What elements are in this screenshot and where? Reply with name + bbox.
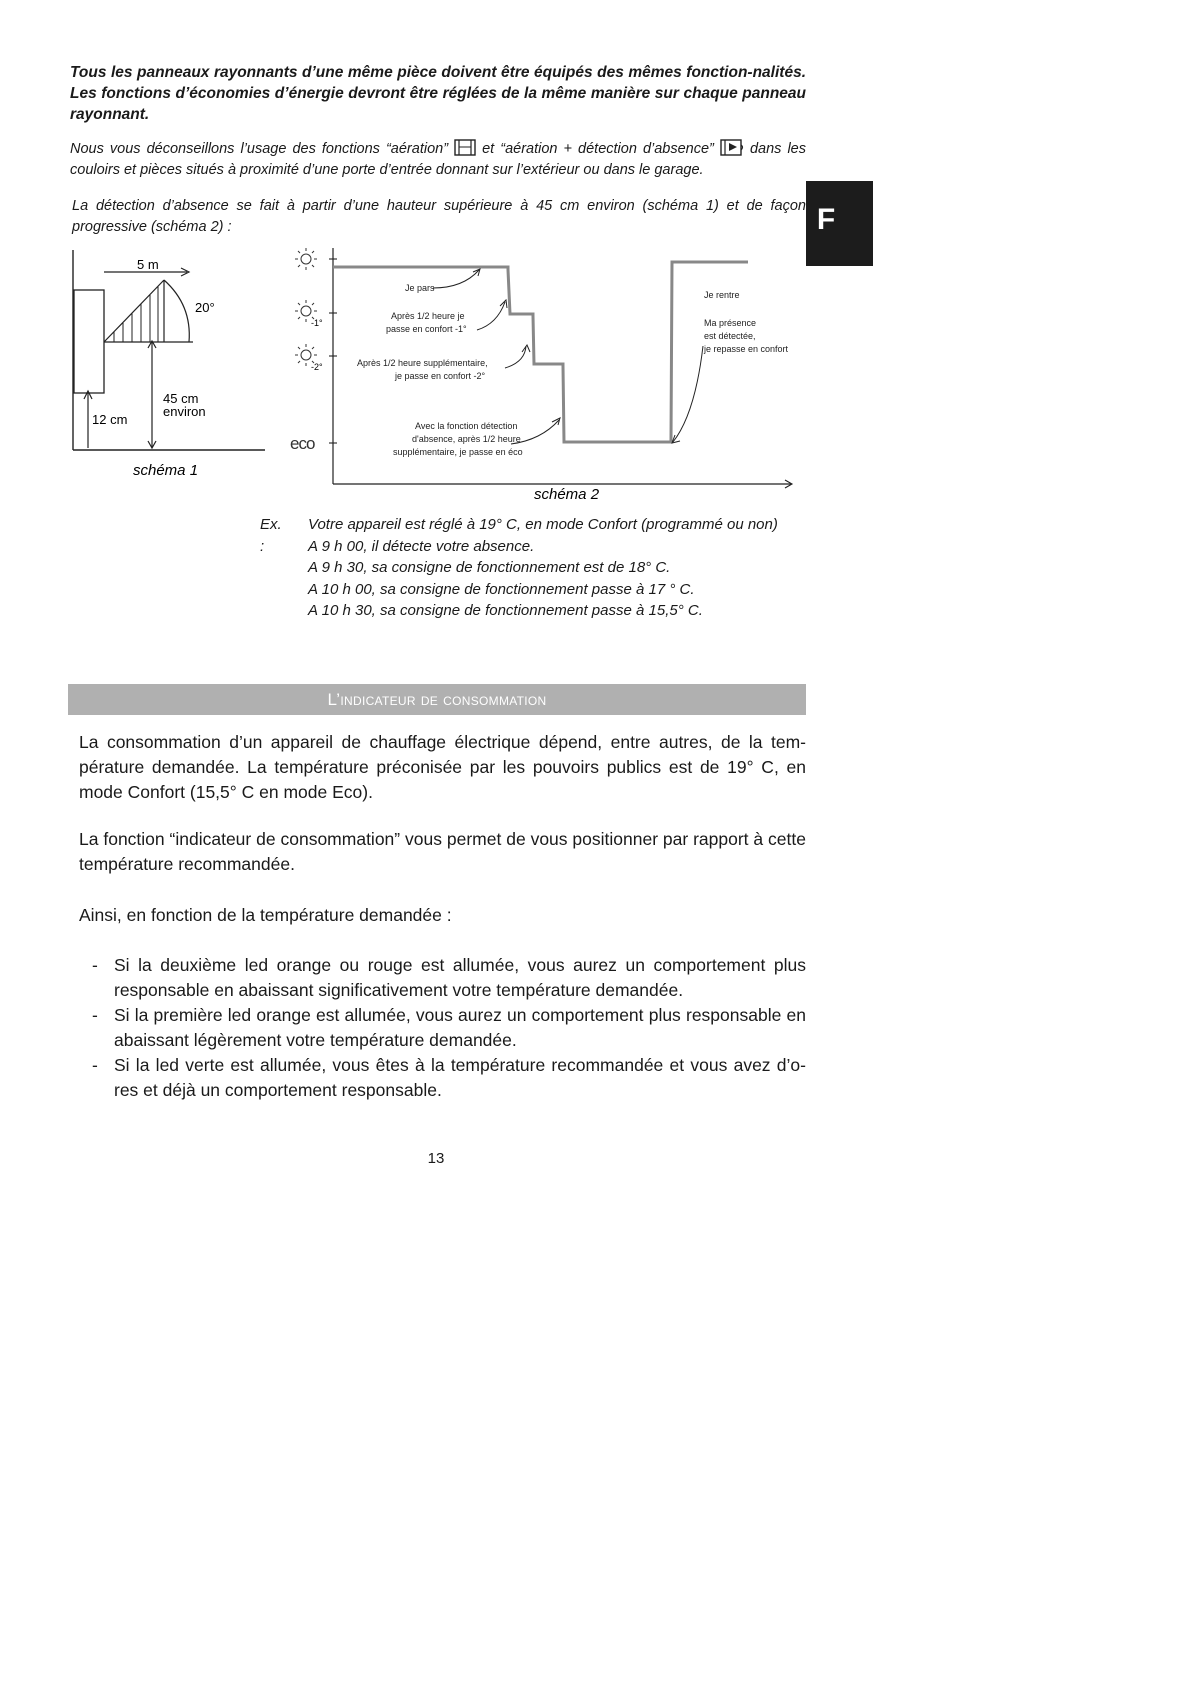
annot-supp-2: je passe en confort -2° xyxy=(395,371,486,381)
annot-presence-1: Ma présence xyxy=(704,318,757,328)
level-minus2-label: -2° xyxy=(311,362,323,372)
language-tab-label: F xyxy=(816,203,836,236)
schema-2-diagram xyxy=(285,244,805,506)
section-title: L’indicateur de consommation xyxy=(327,690,547,709)
list-item-text: Si la première led orange est allumée, vous aurez un comportement plus responsable en abaissant légèrement votre température demandée. xyxy=(114,1005,806,1050)
consumption-paragraph-3: Ainsi, en fonction de la température demandée : xyxy=(79,905,452,925)
annot-presence-2: est détectée, xyxy=(704,331,756,341)
example-line: A 10 h 00, sa consigne de fonctionnement passe à 17 ° C. xyxy=(308,580,695,598)
consumption-paragraph-2: La fonction “indicateur de consommation” vous permet de vous positionner par rapport à cette température recommandée. xyxy=(79,829,806,874)
advice-text-2: et “aération + détection d’absence” xyxy=(476,141,720,157)
radiator xyxy=(74,290,104,393)
annot-presence-3: je repasse en confort xyxy=(704,344,789,354)
annot-eco-3: supplémentaire, je passe en éco xyxy=(393,447,523,457)
annot-demi-heure-1: Après 1/2 heure je xyxy=(391,311,465,321)
advice-text-1: Nous vous déconseillons l’usage des fonctions “aération” xyxy=(70,141,455,157)
example-line: A 10 h 30, sa consigne de fonctionnement passe à 15,5° C. xyxy=(308,602,703,619)
example-line: Votre appareil est réglé à 19° C, en mode Confort (programmé ou non) xyxy=(308,516,778,533)
annot-je-rentre: Je rentre xyxy=(704,290,740,300)
annot-eco-2: d'absence, après 1/2 heure xyxy=(412,434,521,444)
schema-1-diagram xyxy=(60,245,275,485)
level-minus1-label: -1° xyxy=(311,318,323,328)
label-45cm: 45 cm xyxy=(163,391,199,406)
advice-text-3: dans les couloirs et pièces situés à proximité d’une porte d’entrée donnant sur l’extérieur ou dans le garage. xyxy=(70,141,806,178)
example-line: A 9 h 00, il détecte votre absence. xyxy=(308,537,535,555)
eco-icon: eco xyxy=(290,434,315,453)
section-heading xyxy=(68,684,806,715)
consumption-paragraph-1: La consommation d’un appareil de chauffage électrique dépend, entre autres, de la tem-pérature demandée. La température préconisée par les pouvoirs publics est de 19° C, en mode Confort (15,5° C en mode Eco). xyxy=(79,732,806,802)
schema-2-caption: schéma 2 xyxy=(534,486,600,503)
label-environ: environ xyxy=(163,404,206,419)
annot-eco-1: Avec la fonction détection xyxy=(415,421,518,431)
bullet-marker: - xyxy=(92,1055,98,1075)
schema-1-caption: schéma 1 xyxy=(133,462,199,479)
sun-icon xyxy=(295,248,317,270)
advice-paragraph xyxy=(70,139,806,181)
aeration-icon xyxy=(454,139,476,156)
annot-supp-1: Après 1/2 heure supplémentaire, xyxy=(357,358,488,368)
annot-demi-heure-2: passe en confort -1° xyxy=(386,324,467,334)
bullet-marker: - xyxy=(92,955,98,975)
label-5m: 5 m xyxy=(137,257,159,272)
page-number: 13 xyxy=(427,1150,445,1167)
example-label: Ex. : xyxy=(260,516,282,555)
example-lines xyxy=(308,514,778,622)
example-line: A 9 h 30, sa consigne de fonctionnement est de 18° C. xyxy=(308,559,671,576)
label-20-degrees: 20° xyxy=(195,300,215,315)
warning-note: Tous les panneaux rayonnants d’une même pièce doivent être équipés des mêmes fonction-nalités. Les fonctions d’économies d’énergie devront être réglées de la même manière sur chaque panneau rayonnant. xyxy=(70,64,806,123)
list-item-text: Si la led verte est allumée, vous êtes à la température recommandée et vous avez d’o-res et déjà un comportement responsable. xyxy=(114,1055,806,1100)
language-tab xyxy=(806,181,873,266)
label-12cm: 12 cm xyxy=(92,412,128,427)
aeration-absence-icon xyxy=(720,139,744,156)
list-item-text: Si la deuxième led orange ou rouge est allumée, vous aurez un comportement plus responsable en abaissant significativement votre température demandée. xyxy=(114,955,806,1000)
bullet-marker: - xyxy=(92,1005,98,1025)
temperature-profile-line xyxy=(333,262,748,442)
detection-paragraph: La détection d’absence se fait à partir d’une hauteur supérieure à 45 cm environ (schéma 1) et de façon progressive (schéma 2) : xyxy=(72,198,806,235)
annot-je-pars: Je pars xyxy=(405,283,435,293)
